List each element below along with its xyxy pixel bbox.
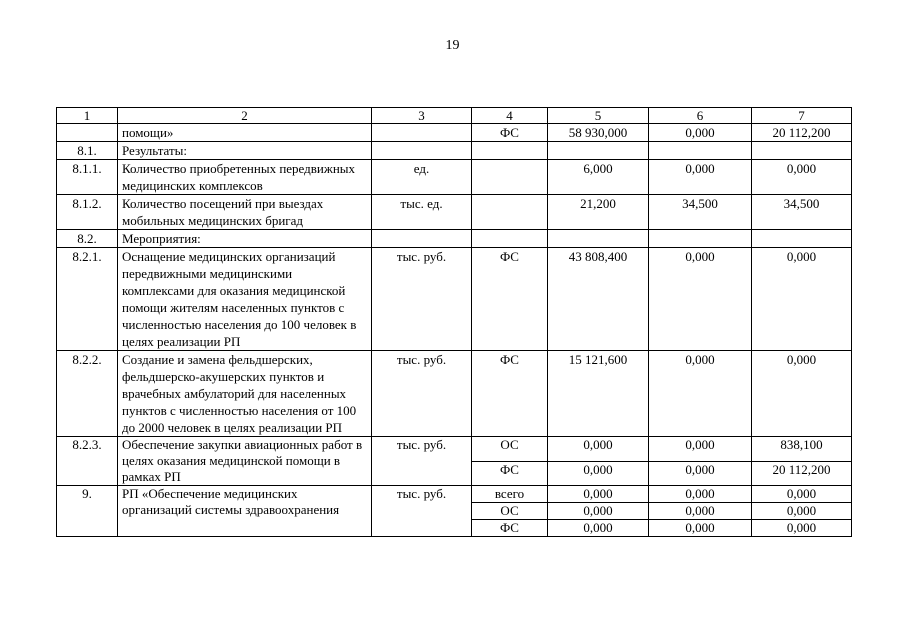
- value-col-6: 34,500: [649, 195, 752, 230]
- row-unit: тыс. руб.: [372, 351, 472, 437]
- row-number: 9.: [57, 486, 118, 537]
- value-col-6: 0,000: [649, 124, 752, 142]
- value-col-7: 0,000: [752, 486, 852, 503]
- value-col-7: 838,100: [752, 437, 852, 462]
- row-name: РП «Обеспечение медицинских организаций системы здравоохранения: [118, 486, 372, 537]
- row-unit: ед.: [372, 160, 472, 195]
- row-name: Количество посещений при выездах мобильных медицинских бригад: [118, 195, 372, 230]
- row-number: 8.1.1.: [57, 160, 118, 195]
- header-cell: 2: [118, 108, 372, 124]
- table-row: [57, 230, 852, 248]
- row-unit: [372, 230, 472, 248]
- value-col-7: 0,000: [752, 160, 852, 195]
- budget-table: [56, 107, 852, 537]
- funding-source: ФС: [472, 520, 548, 537]
- row-unit: [372, 142, 472, 160]
- header-cell: 3: [372, 108, 472, 124]
- funding-source: ФС: [472, 248, 548, 351]
- table-row: [57, 351, 852, 437]
- funding-source: всего: [472, 486, 548, 503]
- row-unit: тыс. руб.: [372, 248, 472, 351]
- table-row: [57, 160, 852, 195]
- row-name: Количество приобретенных передвижных медицинских комплексов: [118, 160, 372, 195]
- value-col-7: 0,000: [752, 520, 852, 537]
- value-col-6: 0,000: [649, 248, 752, 351]
- funding-source: [472, 230, 548, 248]
- table-header-row: [57, 108, 852, 124]
- funding-source: ФС: [472, 461, 548, 486]
- value-col-7: [752, 230, 852, 248]
- row-name: Результаты:: [118, 142, 372, 160]
- row-unit: тыс. руб.: [372, 486, 472, 537]
- value-col-5: 43 808,400: [548, 248, 649, 351]
- header-cell: 6: [649, 108, 752, 124]
- table-row: [57, 248, 852, 351]
- value-col-7: 0,000: [752, 351, 852, 437]
- row-name: Создание и замена фельдшерских, фельдшерско-акушерских пунктов и врачебных амбулаторий для населенных пунктов с численностью населения от 100 до 2000 человек в целях реализации РП: [118, 351, 372, 437]
- funding-source: [472, 160, 548, 195]
- header-cell: 5: [548, 108, 649, 124]
- row-unit: [372, 124, 472, 142]
- value-col-7: 20 112,200: [752, 124, 852, 142]
- value-col-6: 0,000: [649, 160, 752, 195]
- value-col-6: 0,000: [649, 437, 752, 462]
- value-col-5: 0,000: [548, 486, 649, 503]
- funding-source: ФС: [472, 124, 548, 142]
- value-col-7: [752, 142, 852, 160]
- row-unit: тыс. ед.: [372, 195, 472, 230]
- table-subrow: [57, 437, 852, 462]
- value-col-7: 34,500: [752, 195, 852, 230]
- table-subrow: [57, 486, 852, 503]
- header-cell: 4: [472, 108, 548, 124]
- row-unit: тыс. руб.: [372, 437, 472, 486]
- value-col-5: 0,000: [548, 503, 649, 520]
- value-col-5: 21,200: [548, 195, 649, 230]
- row-number: 8.2.1.: [57, 248, 118, 351]
- funding-source: ОС: [472, 437, 548, 462]
- value-col-6: [649, 230, 752, 248]
- value-col-5: 0,000: [548, 520, 649, 537]
- row-number: [57, 124, 118, 142]
- value-col-6: 0,000: [649, 503, 752, 520]
- header-cell: 1: [57, 108, 118, 124]
- table-row: [57, 142, 852, 160]
- value-col-5: [548, 142, 649, 160]
- table-row: [57, 124, 852, 142]
- row-number: 8.2.: [57, 230, 118, 248]
- value-col-5: 0,000: [548, 437, 649, 462]
- value-col-5: 0,000: [548, 461, 649, 486]
- page-number: 19: [445, 38, 460, 53]
- value-col-7: 0,000: [752, 503, 852, 520]
- row-number: 8.2.2.: [57, 351, 118, 437]
- value-col-5: 58 930,000: [548, 124, 649, 142]
- row-name: Оснащение медицинских организаций передвижными медицинскими комплексами для оказания медицинской помощи жителям населенных пунктов с численностью населения до 100 человек в целях реализации РП: [118, 248, 372, 351]
- value-col-7: 20 112,200: [752, 461, 852, 486]
- header-cell: 7: [752, 108, 852, 124]
- row-name: Мероприятия:: [118, 230, 372, 248]
- funding-source: [472, 142, 548, 160]
- value-col-6: [649, 142, 752, 160]
- value-col-5: [548, 230, 649, 248]
- value-col-5: 15 121,600: [548, 351, 649, 437]
- table-row: [57, 195, 852, 230]
- value-col-6: 0,000: [649, 351, 752, 437]
- row-number: 8.1.2.: [57, 195, 118, 230]
- value-col-5: 6,000: [548, 160, 649, 195]
- value-col-7: 0,000: [752, 248, 852, 351]
- funding-source: [472, 195, 548, 230]
- row-number: 8.2.3.: [57, 437, 118, 486]
- row-name: помощи»: [118, 124, 372, 142]
- row-number: 8.1.: [57, 142, 118, 160]
- funding-source: ОС: [472, 503, 548, 520]
- value-col-6: 0,000: [649, 486, 752, 503]
- value-col-6: 0,000: [649, 520, 752, 537]
- row-name: Обеспечение закупки авиационных работ в целях оказания медицинской помощи в рамках РП: [118, 437, 372, 486]
- funding-source: ФС: [472, 351, 548, 437]
- value-col-6: 0,000: [649, 461, 752, 486]
